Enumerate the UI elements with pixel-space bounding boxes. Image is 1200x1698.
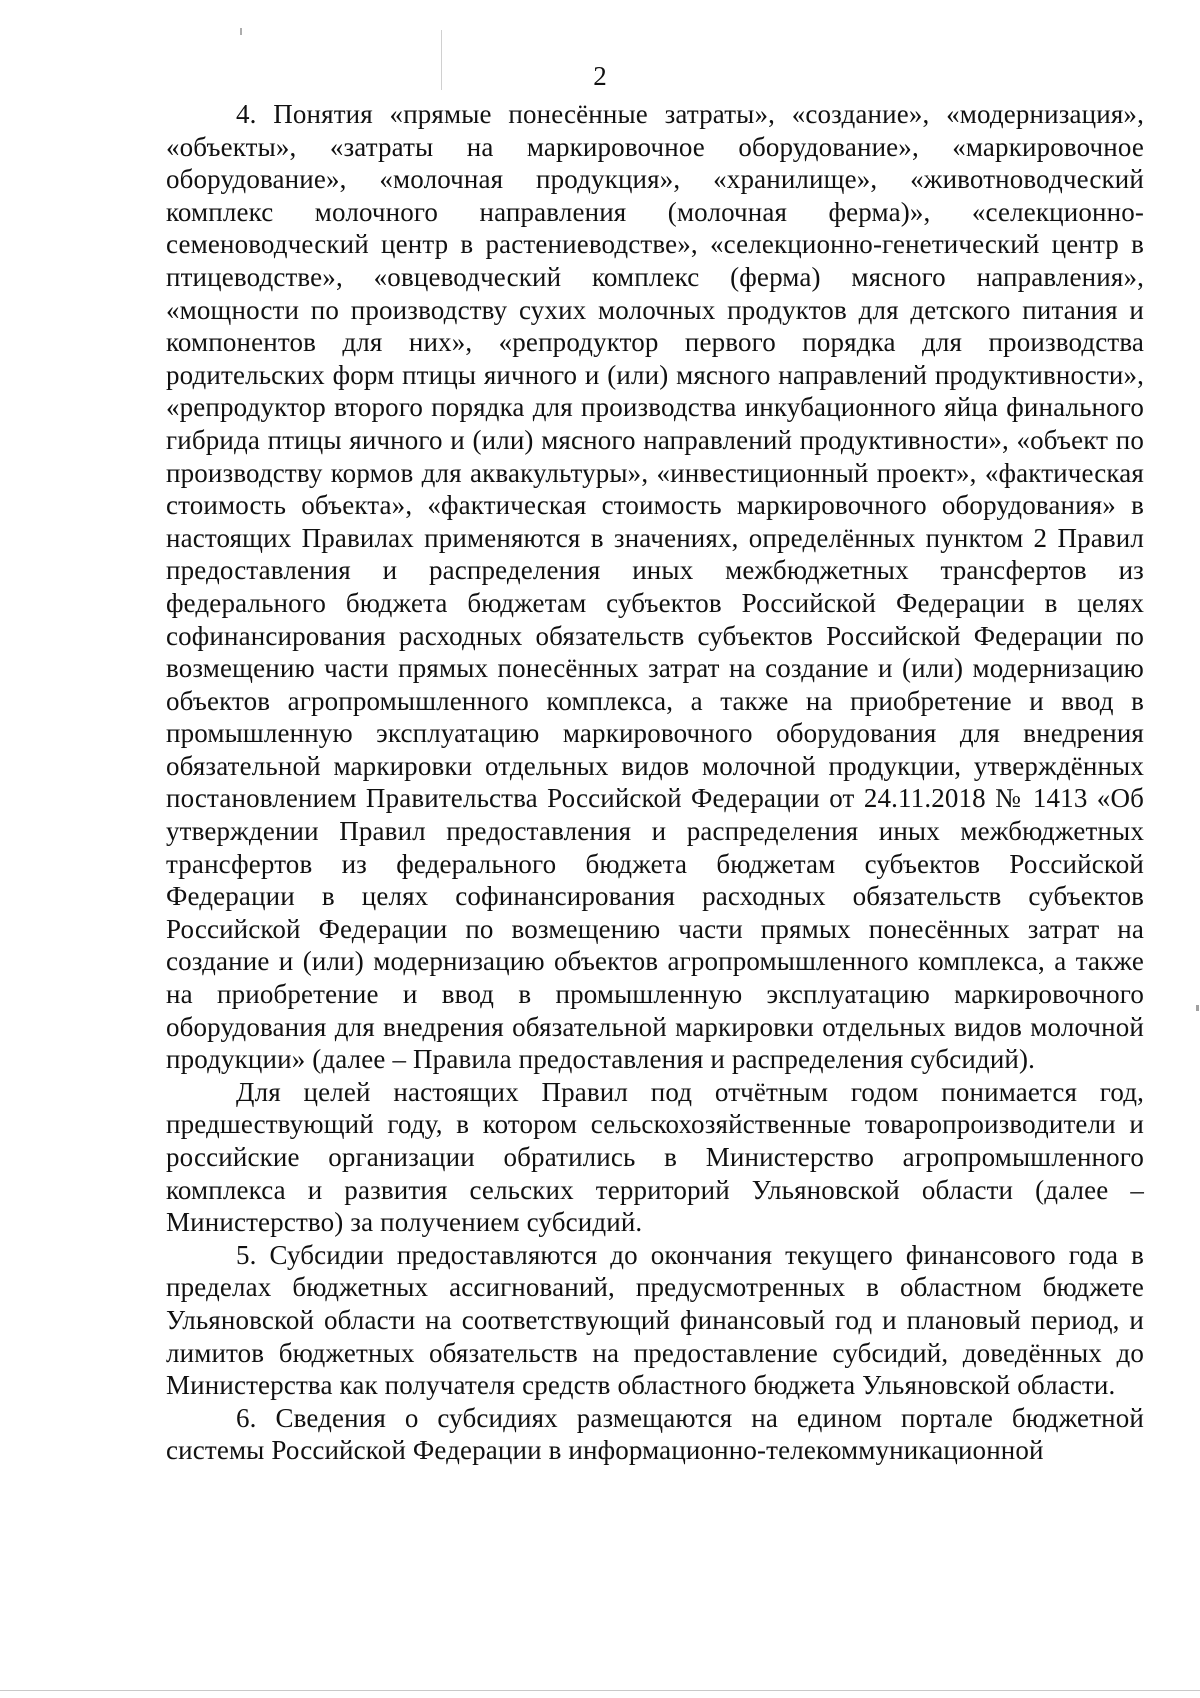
scan-bottom-line — [0, 1690, 1200, 1691]
document-body — [166, 98, 1144, 1467]
paragraph-reporting-year: Для целей настоящих Правил под отчётным годом понимается год, предшествующий году, в котором сельскохозяйственные товаропроизводители и российские организации обратились в Министерство агропромышленного комплекса и развития сельских территорий Ульяновской области (далее – Министерство) за получением субсидий. — [166, 1076, 1144, 1238]
page-number: 2 — [593, 61, 607, 91]
scan-fold-line — [441, 30, 442, 90]
paragraph-item-5-subsidies: 5. Субсидии предоставляются до окончания текущего финансового года в пределах бюджетных ассигнований, предусмотренных в областном бюджете Ульяновской области на соответствующий финансовый год и плановый период, и лимитов бюджетных обязательств на предоставление субсидий, доведённых до Министерства как получателя средств областного бюджета Ульяновской области. — [166, 1239, 1144, 1401]
scan-speck — [240, 28, 242, 35]
scan-edge-mark — [1196, 1005, 1199, 1011]
paragraph-item-6-information: 6. Сведения о субсидиях размещаются на едином портале бюджетной системы Российской Федерации в информационно-телекоммуникационной — [166, 1402, 1144, 1466]
paragraph-item-4-definitions: 4. Понятия «прямые понесённые затраты», «создание», «модернизация», «объекты», «затраты на маркировочное оборудование», «маркировочное оборудование», «молочная продукция», «хранилище», «животноводческий комплекс молочного направления (молочная ферма)», «селекционно-семеноводческий центр в растениеводстве», «селекционно-генетический центр в птицеводстве», «овцеводческий комплекс (ферма) мясного направления», «мощности по производству сухих молочных продуктов для детского питания и компонентов для них», «репродуктор первого порядка для производства родительских форм птицы яичного и (или) мясного направлений продуктивности», «репродуктор второго порядка для производства инкубационного яйца финального гибрида птицы яичного и (или) мясного направлений продуктивности», «объект по производству кормов для аквакультуры», «инвестиционный проект», «фактическая стоимость объекта», «фактическая стоимость маркировочного оборудования» в настоящих Правилах применяются в значениях, определённых пунктом 2 Правил предоставления и распределения иных межбюджетных трансфертов из федерального бюджета бюджетам субъектов Российской Федерации в целях софинансирования расходных обязательств субъектов Российской Федерации по возмещению части прямых понесённых затрат на создание и (или) модернизацию объектов агропромышленного комплекса, а также на приобретение и ввод в промышленную эксплуатацию маркировочного оборудования для внедрения обязательной маркировки отдельных видов молочной продукции, утверждённых постановлением Правительства Российской Федерации от 24.11.2018 № 1413 «Об утверждении Правил предоставления и распределения иных межбюджетных трансфертов из федерального бюджета бюджетам субъектов Российской Федерации в целях софинансирования расходных обязательств субъектов Российской Федерации по возмещению части прямых понесённых затрат на создание и (или) модернизацию объектов агропромышленного комплекса, а также на приобретение и ввод в промышленную эксплуатацию маркировочного оборудования для внедрения обязательной маркировки отдельных видов молочной продукции» (далее – Правила предоставления и распределения субсидий). — [166, 99, 1144, 1075]
